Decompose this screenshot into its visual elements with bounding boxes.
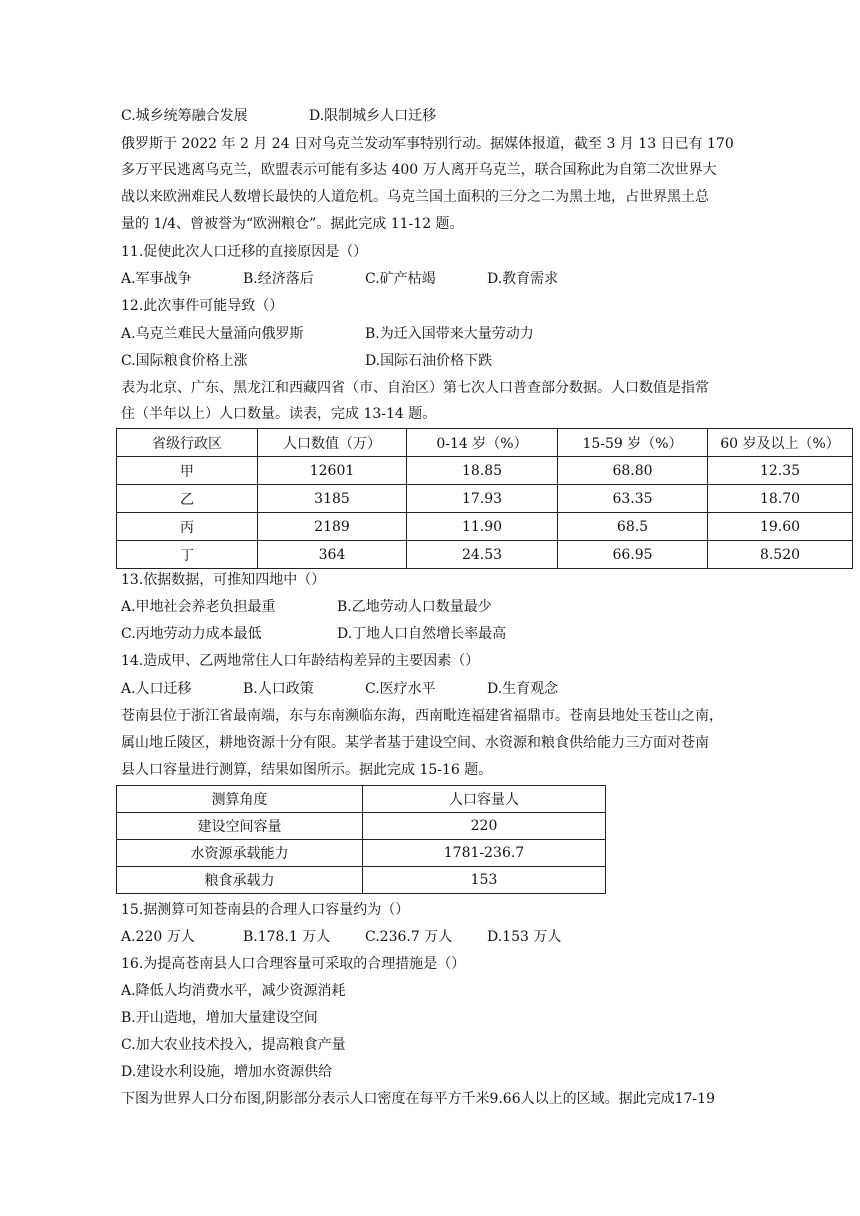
option-b: B.178.1 万人 <box>243 929 331 945</box>
header-cell: 0-14 岁（%） <box>407 429 558 457</box>
option-b: B.为迁入国带来大量劳动力 <box>365 326 534 342</box>
option-b: B.开山造地，增加大量建设空间 <box>121 1010 318 1026</box>
table-cell: 17.93 <box>407 485 558 513</box>
header-cell: 人口数值（万） <box>258 429 407 457</box>
passage-1-line: 战以来欧洲难民人数增长最快的人道危机。乌克兰国土面积的三分之二为黑土地，占世界黑土总 <box>121 189 709 205</box>
option-a: A.220 万人 <box>121 929 195 945</box>
option-c: C.医疗水平 <box>365 681 436 697</box>
passage-4-line: 下图为世界人口分布图,阴影部分表示人口密度在每平方千米9.66人以上的区域。据此完成17-19 <box>121 1091 715 1107</box>
header-cell: 测算角度 <box>117 786 363 813</box>
option-c: C.城乡统筹融合发展 <box>121 108 248 124</box>
header-cell: 省级行政区 <box>117 429 258 457</box>
table-cell: 丙 <box>117 513 258 541</box>
passage-2-line: 表为北京、广东、黑龙江和西藏四省（市、自治区）第七次人口普查部分数据。人口数值是指常 <box>121 380 709 396</box>
table-header-row <box>117 786 606 813</box>
table-cell: 63.35 <box>558 485 708 513</box>
passage-3-line: 属山地丘陵区，耕地资源十分有限。某学者基于建设空间、水资源和粮食供给能力三方面对苍南 <box>121 735 709 751</box>
option-c: C.国际粮食价格上涨 <box>121 353 248 369</box>
table-cell: 粮食承载力 <box>117 867 363 894</box>
table-row <box>117 485 853 513</box>
table-row <box>117 457 853 485</box>
option-d: D.丁地人口自然增长率最高 <box>337 626 507 642</box>
header-cell: 60 岁及以上（%） <box>708 429 853 457</box>
option-b: B.经济落后 <box>243 271 314 287</box>
option-d: D.国际石油价格下跌 <box>365 353 493 369</box>
table-row <box>117 541 853 569</box>
question-14: 14.造成甲、乙两地常住人口年龄结构差异的主要因素（） <box>121 653 480 669</box>
table-cell: 乙 <box>117 485 258 513</box>
question-12: 12.此次事件可能导致（） <box>121 298 284 314</box>
census-table <box>116 428 853 569</box>
passage-3-line: 苍南县位于浙江省最南端，东与东南濒临东海，西南毗连福建省福鼎市。苍南县地处玉苍山之南， <box>121 708 723 724</box>
option-a: A.甲地社会养老负担最重 <box>121 599 276 615</box>
passage-3-line: 县人口容量进行测算，结果如图所示。据此完成 15-16 题。 <box>121 762 493 778</box>
table-cell: 66.95 <box>558 541 708 569</box>
option-a: A.人口迁移 <box>121 681 192 697</box>
option-d: D.生育观念 <box>487 681 559 697</box>
table-cell: 建设空间容量 <box>117 813 363 840</box>
passage-1-line: 量的 1/4、曾被誉为“欧洲粮仓”。据此完成 11-12 题。 <box>121 216 464 232</box>
table-cell: 11.90 <box>407 513 558 541</box>
passage-1-line: 俄罗斯于 2022 年 2 月 24 日对乌克兰发动军事特别行动。据媒体报道，截至 3 月 13 日已有 170 <box>121 136 734 152</box>
table-cell: 364 <box>258 541 407 569</box>
table-cell: 12.35 <box>708 457 853 485</box>
option-d: D.153 万人 <box>487 929 562 945</box>
table-cell: 甲 <box>117 457 258 485</box>
table-cell: 8.520 <box>708 541 853 569</box>
option-c: C.矿产枯竭 <box>365 271 436 287</box>
option-d: D.建设水利设施，增加水资源供给 <box>121 1064 333 1080</box>
option-b: B.乙地劳动人口数量最少 <box>337 599 492 615</box>
table-cell: 水资源承载能力 <box>117 840 363 867</box>
passage-2-line: 住（半年以上）人口数量。读表，完成 13-14 题。 <box>121 406 437 422</box>
table-cell: 3185 <box>258 485 407 513</box>
question-11: 11.促使此次人口迁移的直接原因是（） <box>121 244 368 260</box>
table-row <box>117 840 606 867</box>
table-row <box>117 813 606 840</box>
question-13: 13.依据数据，可推知四地中（） <box>121 572 326 588</box>
option-a: A.乌克兰难民大量涌向俄罗斯 <box>121 326 304 342</box>
table-cell: 18.70 <box>708 485 853 513</box>
table-cell: 19.60 <box>708 513 853 541</box>
table-cell: 153 <box>363 867 606 894</box>
table-cell: 2189 <box>258 513 407 541</box>
option-b: B.人口政策 <box>243 681 314 697</box>
table-cell: 24.53 <box>407 541 558 569</box>
option-a: A.降低人均消费水平，减少资源消耗 <box>121 983 346 999</box>
table-cell: 18.85 <box>407 457 558 485</box>
option-c: C.丙地劳动力成本最低 <box>121 626 262 642</box>
table-cell: 68.5 <box>558 513 708 541</box>
capacity-table <box>116 785 606 894</box>
option-d: D.限制城乡人口迁移 <box>309 108 437 124</box>
header-cell: 人口容量人 <box>363 786 606 813</box>
option-d: D.教育需求 <box>487 271 559 287</box>
table-header-row <box>117 429 853 457</box>
option-c: C.加大农业技术投入，提高粮食产量 <box>121 1037 346 1053</box>
table-cell: 68.80 <box>558 457 708 485</box>
table-cell: 1781-236.7 <box>363 840 606 867</box>
option-c: C.236.7 万人 <box>365 929 453 945</box>
option-a: A.军事战争 <box>121 271 192 287</box>
question-15: 15.据测算可知苍南县的合理人口容量约为（） <box>121 902 410 918</box>
header-cell: 15-59 岁（%） <box>558 429 708 457</box>
passage-1-line: 多万平民逃离乌克兰，欧盟表示可能有多达 400 万人离开乌克兰，联合国称此为自第二次世界大 <box>121 162 717 178</box>
table-row <box>117 867 606 894</box>
table-row <box>117 513 853 541</box>
table-cell: 12601 <box>258 457 407 485</box>
table-cell: 丁 <box>117 541 258 569</box>
table-cell: 220 <box>363 813 606 840</box>
question-16: 16.为提高苍南县人口合理容量可采取的合理措施是（） <box>121 956 466 972</box>
